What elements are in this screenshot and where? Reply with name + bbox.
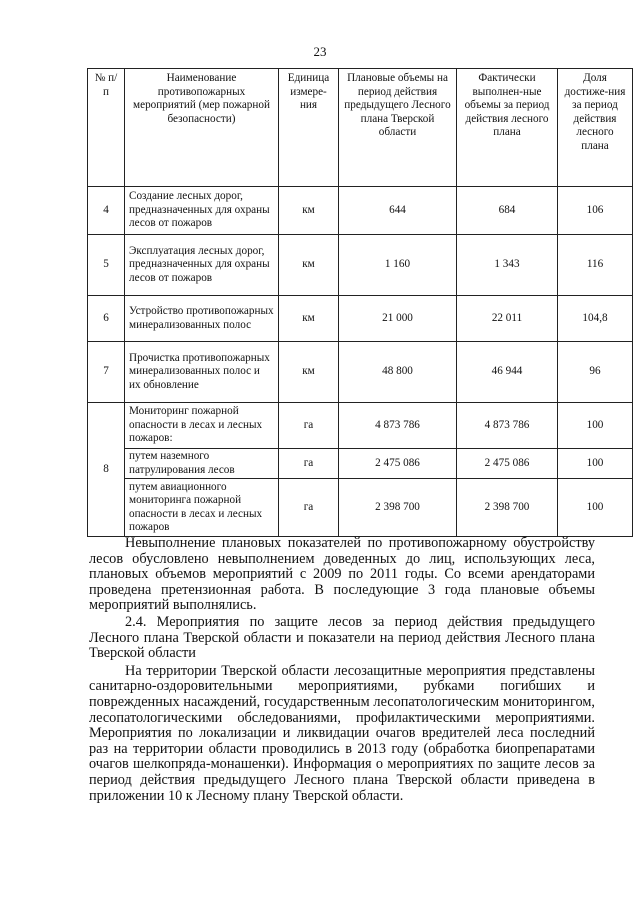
row-share: 100 — [558, 449, 633, 479]
row-unit: км — [279, 187, 339, 235]
header-actual-volume: Фактически выполнен-ные объемы за период действия лесного плана — [457, 69, 558, 187]
row-measure-name: Создание лесных дорог, предназначенных для охраны лесов от пожаров — [125, 187, 279, 235]
row-actual: 2 398 700 — [457, 479, 558, 537]
row-num: 7 — [88, 342, 125, 403]
row-measure-name: Эксплуатация лесных дорог, предназначенных для охраны лесов от пожаров — [125, 235, 279, 296]
row-measure-name: Прочистка противопожарных минерализованных полос и их обновление — [125, 342, 279, 403]
header-num: № п/п — [88, 69, 125, 187]
row-measure-name: Мониторинг пожарной опасности в лесах и лесных пожаров: — [125, 403, 279, 449]
row-measure-name: путем наземного патрулирования лесов — [125, 449, 279, 479]
body-text — [89, 536, 595, 804]
row-planned: 2 475 086 — [339, 449, 457, 479]
table-row — [88, 235, 633, 296]
row-unit: га — [279, 449, 339, 479]
table-subrow — [88, 449, 633, 479]
row-actual: 4 873 786 — [457, 403, 558, 449]
row-planned: 644 — [339, 187, 457, 235]
header-achievement-share: Доля достиже-ния за период действия лесного плана — [558, 69, 633, 187]
table-row — [88, 342, 633, 403]
row-unit: км — [279, 342, 339, 403]
row-num: 6 — [88, 296, 125, 342]
row-unit: км — [279, 296, 339, 342]
row-actual: 22 011 — [457, 296, 558, 342]
header-measure-name: Наименование противопожарных мероприятий (мер пожарной безопасности) — [125, 69, 279, 187]
row-planned: 2 398 700 — [339, 479, 457, 537]
row-actual: 2 475 086 — [457, 449, 558, 479]
row-unit: га — [279, 403, 339, 449]
row-share: 96 — [558, 342, 633, 403]
row-measure-name: Устройство противопожарных минерализованных полос — [125, 296, 279, 342]
header-unit: Единица измере-ния — [279, 69, 339, 187]
table-subrow — [88, 479, 633, 537]
table-row — [88, 187, 633, 235]
table-row — [88, 403, 633, 449]
row-measure-name: путем авиационного мониторинга пожарной опасности в лесах и лесных пожаров — [125, 479, 279, 537]
header-planned-volume: Плановые объемы на период действия предыдущего Лесного плана Тверской области — [339, 69, 457, 187]
table-header-row — [88, 69, 633, 187]
paragraph-fire-explanation: Невыполнение плановых показателей по противопожарному обустройству лесов обусловлено невыполнением доведенных до лиц, использующих леса, плановых объемов мероприятий с 2009 по 2011 годы. Со всеми арендаторами проведена претензионная работа. В последующие 3 года плановые объемы мероприятий выполнялись. — [89, 535, 595, 614]
row-share: 104,8 — [558, 296, 633, 342]
row-planned: 1 160 — [339, 235, 457, 296]
table-row — [88, 296, 633, 342]
row-share: 100 — [558, 479, 633, 537]
row-unit: км — [279, 235, 339, 296]
row-num: 8 — [88, 403, 125, 537]
row-share: 116 — [558, 235, 633, 296]
fire-measures-table — [87, 68, 633, 537]
row-share: 100 — [558, 403, 633, 449]
row-unit: га — [279, 479, 339, 537]
row-num: 5 — [88, 235, 125, 296]
row-planned: 21 000 — [339, 296, 457, 342]
row-planned: 4 873 786 — [339, 403, 457, 449]
row-actual: 46 944 — [457, 342, 558, 403]
paragraph-forest-protection: На территории Тверской области лесозащитные мероприятия представлены санитарно-оздоровительными мероприятиями, рубками погибших и поврежденных насаждений, государственным лесопатологическим мониторингом, лесопатологическими обследованиями, профилактическими мероприятиями. Мероприятия по локализации и ликвидации очагов вредителей леса последний раз на территории области проводились в 2013 году (обработка биопрепаратами очагов шелкопряда-монашенки). Информация о мероприятиях по защите лесов за период действия предыдущего Лесного плана Тверской области приведена в приложении 10 к Лесному плану Тверской области. — [89, 662, 595, 804]
row-share: 106 — [558, 187, 633, 235]
section-heading-2-4: 2.4. Мероприятия по защите лесов за период действия предыдущего Лесного плана Тверской области и показатели на период действия Лесного плана Тверской области — [89, 613, 595, 662]
row-num: 4 — [88, 187, 125, 235]
row-actual: 684 — [457, 187, 558, 235]
row-planned: 48 800 — [339, 342, 457, 403]
row-actual: 1 343 — [457, 235, 558, 296]
page-number: 23 — [313, 44, 327, 59]
